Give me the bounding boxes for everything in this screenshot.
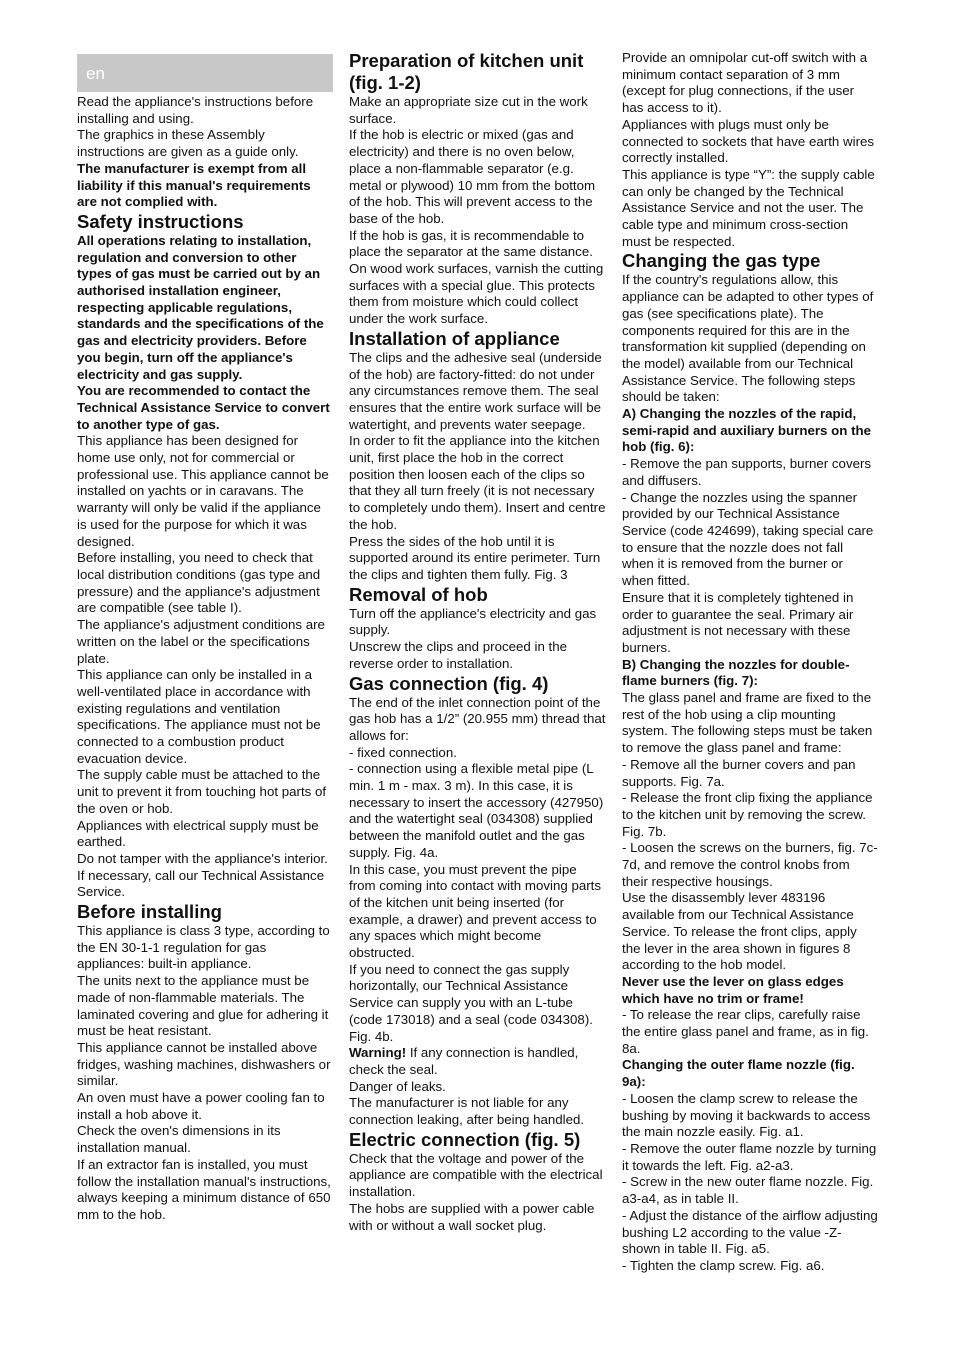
- paragraph: - Adjust the distance of the airflow adjusting bushing L2 according to the value -Z- shown in table II. Fig. a5.: [622, 1207, 878, 1257]
- column-3: [622, 50, 878, 1275]
- paragraph: Check that the voltage and power of the appliance are compatible with the electrical installation.: [349, 1150, 603, 1200]
- paragraph: In order to fit the appliance into the kitchen unit, first place the hob in the correct position then loosen each of the clips so that they all turn freely (it is not necessary to completely undo them). Insert and centre the hob.: [349, 433, 606, 532]
- paragraph: The end of the inlet connection point of the gas hob has a 1/2” (20.955 mm) thread that allows for:: [349, 694, 606, 743]
- paragraph: - To release the rear clips, carefully raise the entire glass panel and frame, as in fig. 8a.: [622, 1007, 869, 1056]
- paragraph: - Screw in the new outer flame nozzle. Fig. a3-a4, as in table II.: [622, 1174, 874, 1207]
- paragraph: If you need to connect the gas supply horizontally, our Technical Assistance Service can supply you with an L-tube (code 173018) and a seal (code 034308). Fig. 4b.: [349, 961, 593, 1044]
- paragraph: - Change the nozzles using the spanner provided by our Technical Assistance Service (code 424699), taking special care to ensure that the nozzle does not fall when it is removed from the burner or when fitted.: [622, 489, 874, 589]
- paragraph: The supply cable must be attached to the unit to prevent it from touching hot parts of the oven or hob.: [77, 767, 327, 816]
- paragraph: The clips and the adhesive seal (underside of the hob) are factory-fitted: do not under any circumstances remove them. The seal ensures that the entire work surface will be watertight, and prevents water seepage.: [349, 349, 602, 432]
- paragraph: Make an appropriate size cut in the work surface.: [349, 94, 588, 126]
- paragraph: On wood work surfaces, varnish the cutting surfaces with a special glue. This protects them from moisture which could collect under the work surface.: [349, 261, 604, 327]
- paragraph: - Release the front clip fixing the appliance to the kitchen unit by removing the screw. Fig. 7b.: [622, 790, 873, 839]
- paragraph: Do not tamper with the appliance's interior. If necessary, call our Technical Assistance Service.: [77, 850, 328, 900]
- heading-before-installing: Before installing: [77, 901, 222, 923]
- heading-gas-connection: Gas connection (fig. 4): [349, 672, 549, 694]
- heading-changing-the-gas-type: Changing the gas type: [622, 250, 821, 272]
- paragraph: An oven must have a power cooling fan to install a hob above it.: [77, 1090, 325, 1122]
- paragraph: This appliance cannot be installed above fridges, washing machines, dishwashers or similar.: [77, 1039, 331, 1089]
- paragraph: The graphics in these Assembly instructions are given as a guide only.: [77, 127, 299, 160]
- paragraph: The hobs are supplied with a power cable with or without a wall socket plug.: [349, 1200, 595, 1233]
- paragraph: If the hob is electric or mixed (gas and electricity) and there is no oven below, place a non-flammable separator (e.g. metal or plywood) 10 mm from the bottom of the hob. This will prevent access to the base of the hob.: [349, 127, 596, 226]
- paragraph: Check the oven's dimensions in its installation manual.: [77, 1123, 281, 1156]
- paragraph: Turn off the appliance's electricity and gas supply.: [349, 605, 597, 638]
- paragraph: - Loosen the screws on the burners, fig. 7c-7d, and remove the control knobs from their respective housings.: [622, 840, 878, 889]
- paragraph: Before installing, you need to check that local distribution conditions (gas type and pressure) and the appliance's adjustment are compatible (see table I).: [77, 550, 321, 616]
- paragraph: This appliance can only be installed in a well-ventilated place in accordance with existing regulations and ventilation specifications. The appliance must not be connected to a combustion product evacuation device.: [77, 667, 321, 766]
- column-2: [349, 50, 606, 1234]
- paragraph: - Loosen the clamp screw to release the bushing by moving it backwards to access the main nozzle easily. Fig. a1.: [622, 1090, 871, 1140]
- paragraph: The units next to the appliance must be made of non-flammable materials. The laminated covering and glue for adhering it must be heat resistant.: [77, 973, 329, 1039]
- paragraph: You are recommended to contact the Technical Assistance Service to convert to another type of gas.: [77, 383, 330, 432]
- warning-paragraph: [349, 1045, 606, 1078]
- paragraph: All operations relating to installation, regulation and conversion to other types of gas must be carried out by an authorised installation engineer, respecting applicable regulations, standards and the specifications of the gas and electricity providers. Before you begin, turn off the appliance's electricity and gas supply.: [77, 232, 324, 382]
- paragraph: This appliance is class 3 type, according to the EN 30-1-1 regulation for gas appliances: built-in appliance.: [77, 923, 330, 972]
- language-tab: en: [77, 54, 333, 92]
- column-1: [77, 50, 333, 1224]
- warning-label: Warning!: [349, 1045, 407, 1061]
- paragraph: If the hob is gas, it is recommendable to place the separator at the same distance.: [349, 227, 593, 260]
- subheading-rapid-burners: A) Changing the nozzles of the rapid, semi-rapid and auxiliary burners on the hob (fig. 6):: [622, 406, 872, 455]
- heading-preparation-of-kitchen-unit: Preparation of kitchen unit (fig. 1-2): [349, 50, 584, 93]
- paragraph: The glass panel and frame are fixed to the rest of the hob using a clip mounting system. The following steps must be taken to remove the glass panel and frame:: [622, 690, 873, 756]
- paragraph: Press the sides of the hob until it is supported around its entire perimeter. Turn the clips and tighten them fully. Fig. 3: [349, 533, 601, 582]
- subheading-double-flame-burners: B) Changing the nozzles for double-flame burners (fig. 7):: [622, 656, 850, 689]
- paragraph: In this case, you must prevent the pipe from coming into contact with moving parts of the kitchen unit being inserted (for example, a drawer) and prevent access to any spaces which might become obstructed.: [349, 861, 602, 961]
- liability-notice: The manufacturer is exempt from all liability if this manual's requirements are not complied with.: [77, 160, 311, 210]
- paragraph: Appliances with plugs must only be connected to sockets that have earth wires correctly installed.: [622, 116, 875, 166]
- heading-removal-of-hob: Removal of hob: [349, 583, 488, 605]
- paragraph: Provide an omnipolar cut-off switch with a minimum contact separation of 3 mm (except for plug connections, if the user has access to it).: [622, 50, 868, 116]
- heading-safety-instructions: Safety instructions: [77, 210, 244, 232]
- warning-text: If any connection is handled, check the seal.: [349, 1045, 579, 1077]
- paragraph: Unscrew the clips and proceed in the reverse order to installation.: [349, 639, 568, 671]
- paragraph: - Remove the outer flame nozzle by turning it towards the left. Fig. a2-a3.: [622, 1141, 877, 1173]
- heading-electric-connection: Electric connection (fig. 5): [349, 1128, 581, 1150]
- paragraph: The appliance's adjustment conditions are written on the label or the specifications plate.: [77, 617, 325, 666]
- heading-installation-of-appliance: Installation of appliance: [349, 327, 560, 349]
- paragraph: This appliance has been designed for home use only, not for commercial or professional use. This appliance cannot be installed on yachts or in caravans. The warranty will only be valid if the appliance is used for the purpose for which it was designed.: [77, 433, 329, 549]
- paragraph: - connection using a flexible metal pipe (L min. 1 m - max. 3 m). In this case, it is necessary to insert the accessory (427950) and the watertight seal (034308) supplied between the manifold outlet and the gas supply. Fig. 4a.: [349, 761, 604, 860]
- paragraph: - Remove the pan supports, burner covers and diffusers.: [622, 456, 872, 488]
- paragraph: Use the disassembly lever 483196 available from our Technical Assistance Service. To release the front clips, apply the lever in the area shown in figures 8 according to the hob model.: [622, 890, 857, 973]
- subheading-outer-flame-nozzle: Changing the outer flame nozzle (fig. 9a):: [622, 1057, 855, 1090]
- lever-warning: Never use the lever on glass edges which have no trim or frame!: [622, 973, 844, 1006]
- paragraph: - Remove all the burner covers and pan supports. Fig. 7a.: [622, 756, 856, 789]
- paragraph: - Tighten the clamp screw. Fig. a6.: [622, 1257, 825, 1273]
- paragraph: - fixed connection.: [349, 744, 457, 760]
- paragraph: Danger of leaks.: [349, 1078, 446, 1094]
- paragraph: Read the appliance's instructions before installing and using.: [77, 94, 314, 126]
- paragraph: If the country's regulations allow, this appliance can be adapted to other types of gas (see specifications plate). The components required for this are in the transformation kit supplied (depending on the model) available from our Technical Assistance Service. The following steps should be taken:: [622, 272, 874, 405]
- paragraph: If an extractor fan is installed, you must follow the installation manual's instructions, always keeping a minimum distance of 650 mm to the hob.: [77, 1156, 331, 1222]
- paragraph: Ensure that it is completely tightened in order to guarantee the seal. Primary air adjustment is not necessary with these burners.: [622, 589, 854, 655]
- paragraph: This appliance is type “Y”: the supply cable can only be changed by the Technical Assistance Service and not the user. The cable type and minimum cross-section must be respected.: [622, 166, 875, 249]
- paragraph: Appliances with electrical supply must be earthed.: [77, 817, 319, 850]
- paragraph: The manufacturer is not liable for any connection leaking, after being handled.: [349, 1095, 585, 1128]
